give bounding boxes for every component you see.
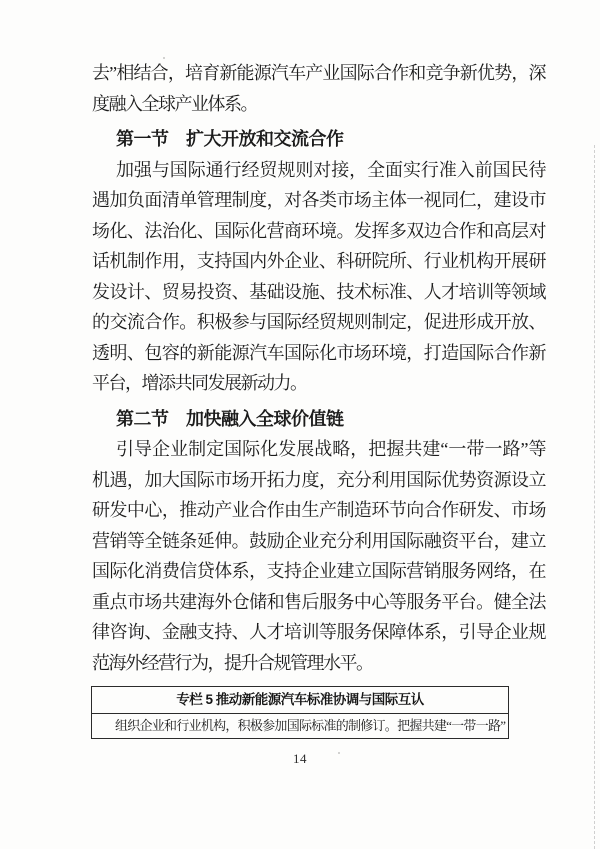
body-text-line: 平台，增添共同发展新动力。 <box>92 373 307 393</box>
special-column-title: 专栏 5 推动新能源汽车标准协调与国际互认 <box>92 687 508 714</box>
body-text-line: 营销等全链条延伸。鼓励企业充分利用国际融资平台，建立 <box>92 530 545 551</box>
section1-heading: 第一节 扩大开放和交流合作 <box>116 129 344 149</box>
body-text-line: 度融入全球产业体系。 <box>92 93 257 114</box>
page-number: 14 <box>293 751 307 766</box>
body-text-line: 透明、包容的新能源汽车国际化市场环境，打造国际合作新 <box>92 342 545 363</box>
body-text-line: 遇加负面清单管理制度，对各类市场主体一视同仁，建设市 <box>92 190 545 210</box>
body-text-line: 国际化消费信贷体系，支持企业建立国际营销服务网络，在 <box>92 561 545 581</box>
body-text-line: 的交流合作。积极参与国际经贸规则制定，促进形成开放、 <box>92 312 545 332</box>
body-text-line: 话机制作用，支持国内外企业、科研院所、行业机构开展研 <box>92 251 545 271</box>
body-text-line: 律咨询、金融支持、人才培训等服务保障体系，引导企业规 <box>92 622 545 642</box>
body-text-line: 发设计、贸易投资、基础设施、技术标准、人才培训等领域 <box>92 281 545 302</box>
page-body <box>92 58 545 678</box>
scan-speck <box>163 57 165 59</box>
body-text-line: 范海外经营行为，提升合规管理水平。 <box>92 652 373 673</box>
special-column-body-line: 组织企业和行业机构，积极参加国际标准的制修订。把握共建“一带一路” <box>115 718 505 733</box>
body-text-line: 加强与国际通行经贸规则对接，全面实行准入前国民待 <box>116 159 545 180</box>
scan-artifact-line <box>594 145 595 849</box>
body-text-line: 机遇，加大国际市场开拓力度，充分利用国际优势资源设立 <box>92 469 545 490</box>
section2-heading: 第二节 加快融入全球价值链 <box>116 408 344 429</box>
body-text-line: 去”相结合，培育新能源汽车产业国际合作和竞争新优势，深 <box>92 63 545 83</box>
body-text-line: 引导企业制定国际化发展战略，把握共建“一带一路”等 <box>116 439 545 459</box>
special-column-box <box>91 686 509 739</box>
scan-speck <box>338 752 340 754</box>
body-text-line: 场化、法治化、国际化营商环境。发挥多双边合作和高层对 <box>92 220 545 241</box>
body-text-line: 重点市场共建海外仓储和售后服务中心等服务平台。健全法 <box>92 591 545 612</box>
body-text-line: 研发中心，推动产业合作由生产制造环节向合作研发、市场 <box>92 500 545 520</box>
